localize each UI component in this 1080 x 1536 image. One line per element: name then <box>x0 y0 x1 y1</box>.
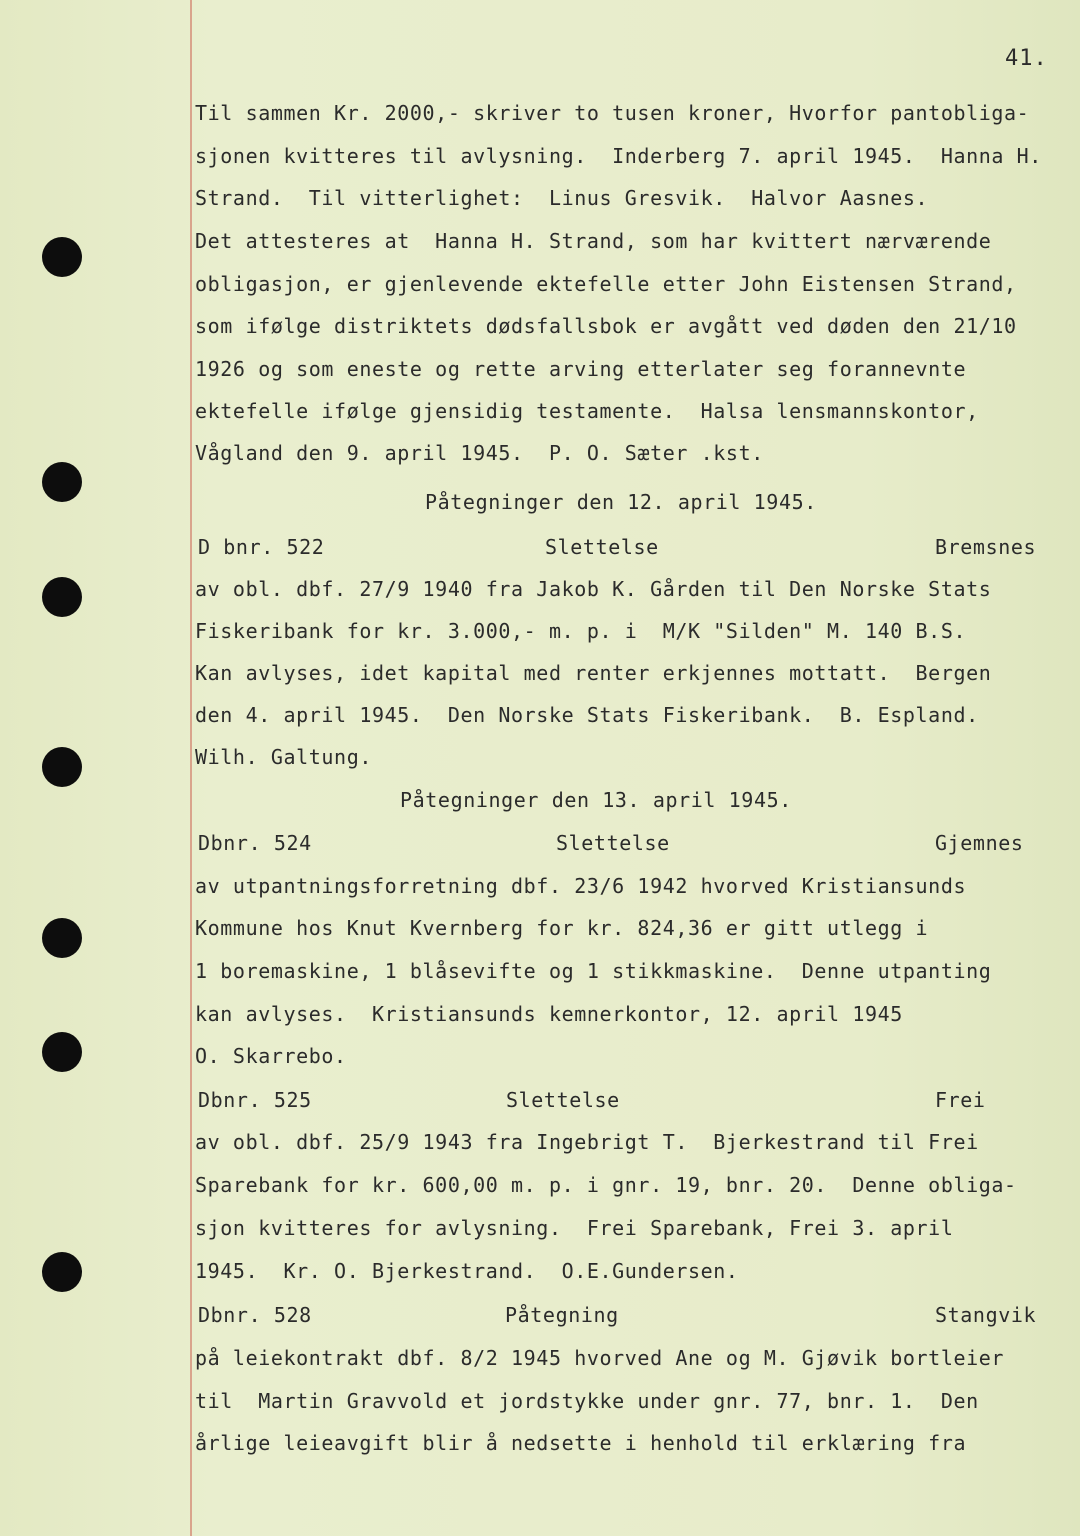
punch-hole <box>42 747 82 787</box>
entry-type: Slettelse <box>556 831 670 855</box>
page-number: 41. <box>1005 46 1048 71</box>
text-line: ektefelle ifølge gjensidig testamente. Halsa lensmannskontor, <box>195 399 979 423</box>
text-line: Kommune hos Knut Kvernberg for kr. 824,36 er gitt utlegg i <box>195 916 929 940</box>
entry-type: Slettelse <box>545 535 659 559</box>
entry-place: Stangvik <box>935 1303 1037 1327</box>
punch-hole <box>42 237 82 277</box>
text-line: Kan avlyses, idet kapital med renter erkjennes mottatt. Bergen <box>195 661 992 685</box>
section-heading: Påtegninger den 12. april 1945. <box>425 490 817 514</box>
punch-hole <box>42 577 82 617</box>
text-line: 1 boremaskine, 1 blåsevifte og 1 stikkmaskine. Denne utpanting <box>195 959 992 983</box>
text-line: den 4. april 1945. Den Norske Stats Fiskeribank. B. Espland. <box>195 703 979 727</box>
text-line: Fiskeribank for kr. 3.000,- m. p. i M/K "Silden" M. 140 B.S. <box>195 619 967 643</box>
text-line: Det attesteres at Hanna H. Strand, som har kvittert nærværende <box>195 229 992 253</box>
text-line: obligasjon, er gjenlevende ektefelle etter John Eistensen Strand, <box>195 272 1017 296</box>
entry-number: Dbnr. 525 <box>198 1088 312 1112</box>
text-line: 1945. Kr. O. Bjerkestrand. O.E.Gundersen. <box>195 1259 739 1283</box>
text-line: årlige leieavgift blir å nedsette i henhold til erklæring fra <box>195 1431 967 1455</box>
entry-number: D bnr. 522 <box>198 535 325 559</box>
section-heading: Påtegninger den 13. april 1945. <box>400 788 792 812</box>
entry-type: Påtegning <box>505 1303 619 1327</box>
text-line: til Martin Gravvold et jordstykke under gnr. 77, bnr. 1. Den <box>195 1389 979 1413</box>
text-line: Wilh. Galtung. <box>195 745 372 769</box>
text-line: på leiekontrakt dbf. 8/2 1945 hvorved Ane og M. Gjøvik bortleier <box>195 1346 1005 1370</box>
punch-hole <box>42 462 82 502</box>
text-line: sjon kvitteres for avlysning. Frei Sparebank, Frei 3. april <box>195 1216 954 1240</box>
entry-number: Dbnr. 524 <box>198 831 312 855</box>
entry-number: Dbnr. 528 <box>198 1303 312 1327</box>
text-line: som ifølge distriktets dødsfallsbok er avgått ved døden den 21/10 <box>195 314 1017 338</box>
text-line: sjonen kvitteres til avlysning. Inderberg 7. april 1945. Hanna H. <box>195 144 1042 168</box>
text-line: av obl. dbf. 27/9 1940 fra Jakob K. Gården til Den Norske Stats <box>195 577 992 601</box>
punch-hole <box>42 1252 82 1292</box>
text-line: Sparebank for kr. 600,00 m. p. i gnr. 19, bnr. 20. Denne obliga- <box>195 1173 1017 1197</box>
text-line: Vågland den 9. april 1945. P. O. Sæter .kst. <box>195 441 764 465</box>
punch-hole <box>42 1032 82 1072</box>
entry-type: Slettelse <box>506 1088 620 1112</box>
margin-line <box>190 0 192 1536</box>
text-line: av obl. dbf. 25/9 1943 fra Ingebrigt T. Bjerkestrand til Frei <box>195 1130 979 1154</box>
entry-place: Bremsnes <box>935 535 1037 559</box>
entry-place: Frei <box>935 1088 986 1112</box>
text-line: O. Skarrebo. <box>195 1044 347 1068</box>
text-line: Strand. Til vitterlighet: Linus Gresvik. Halvor Aasnes. <box>195 186 929 210</box>
text-line: kan avlyses. Kristiansunds kemnerkontor, 12. april 1945 <box>195 1002 903 1026</box>
text-line: 1926 og som eneste og rette arving etterlater seg forannevnte <box>195 357 967 381</box>
entry-place: Gjemnes <box>935 831 1024 855</box>
punch-hole <box>42 918 82 958</box>
text-line: Til sammen Kr. 2000,- skriver to tusen kroner, Hvorfor pantobliga- <box>195 101 1030 125</box>
text-line: av utpantningsforretning dbf. 23/6 1942 hvorved Kristiansunds <box>195 874 967 898</box>
